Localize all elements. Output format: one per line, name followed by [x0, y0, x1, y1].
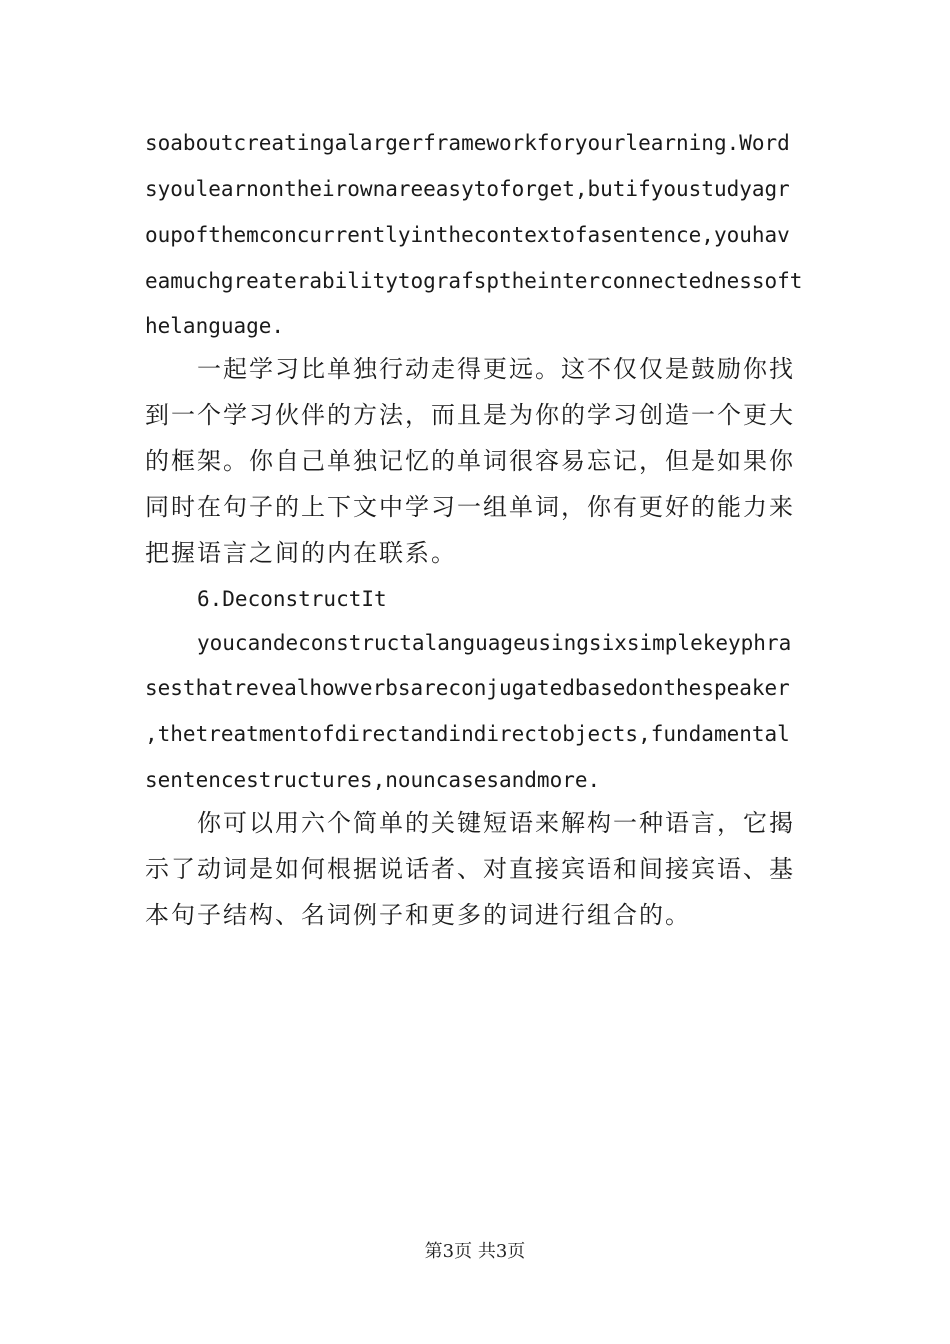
text-line: youcandeconstructalanguageusingsixsimplekeyphra: [197, 631, 792, 655]
page-footer: 第3页 共3页: [424, 1241, 526, 1262]
text-line: 示了动词是如何根据说话者、对直接宾语和间接宾语、基: [145, 855, 795, 883]
text-line: 一起学习比单独行动走得更远。这不仅仅是鼓励你找: [197, 355, 795, 383]
text-line: 本句子结构、名词例子和更多的词进行组合的。: [145, 901, 691, 929]
text-line: 把握语言之间的内在联系。: [145, 539, 457, 567]
text-line: ,thetreatmentofdirectandindirectobjects,fundamental: [145, 722, 790, 746]
text-line: 的框架。你自己单独记忆的单词很容易忘记，但是如果你: [145, 447, 795, 475]
section-heading: 6.DeconstructIt: [197, 587, 387, 611]
text-line: syoulearnontheirownareeasytoforget,butifyoustudyagr: [145, 177, 790, 201]
text-line: sentencestructures,nouncasesandmore.: [145, 768, 601, 792]
text-line: 到一个学习伙伴的方法，而且是为你的学习创造一个更大: [145, 401, 795, 429]
text-line: soaboutcreatingalargerframeworkforyourlearning.Word: [145, 131, 790, 155]
text-line: sesthatrevealhowverbsareconjugatedbasedonthespeaker: [145, 676, 790, 700]
text-line: helanguage.: [145, 314, 285, 338]
text-line: eamuchgreaterabilitytografsptheinterconnectednessoft: [145, 269, 803, 293]
text-line: 你可以用六个简单的关键短语来解构一种语言，它揭: [197, 809, 795, 837]
text-line: oupofthemconcurrentlyinthecontextofasentence,youhav: [145, 223, 790, 247]
text-line: 同时在句子的上下文中学习一组单词，你有更好的能力来: [145, 493, 795, 521]
